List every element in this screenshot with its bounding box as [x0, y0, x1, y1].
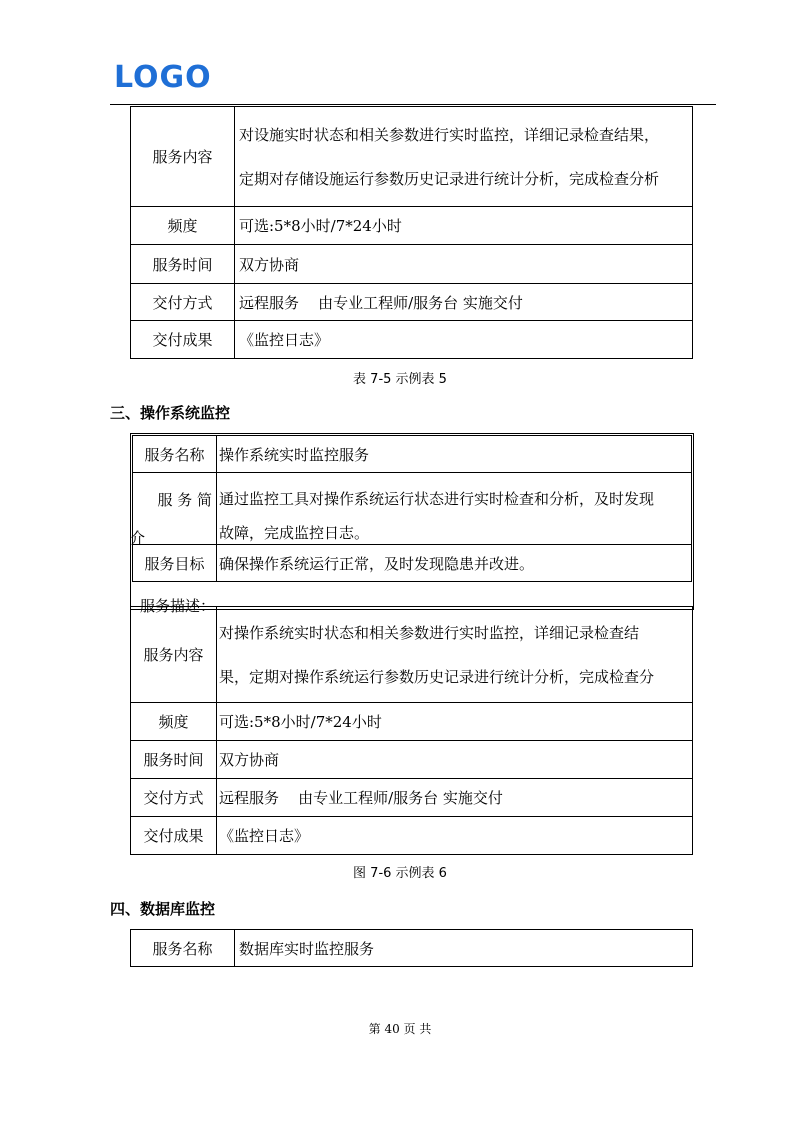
intro-key-overflow: 介: [130, 529, 146, 547]
table-row: [131, 930, 693, 967]
table-7-6: [130, 606, 693, 855]
row-value: 确保操作系统运行正常，及时发现隐患并改进。: [217, 545, 692, 582]
row-key-text: 服 务 简: [157, 491, 212, 509]
row-value: 双方协商: [235, 245, 693, 284]
table-row: [131, 607, 693, 703]
row-value-line: 对设施实时状态和相关参数进行实时监控，详细记录检查结果，: [239, 125, 660, 144]
row-value: 数据库实时监控服务: [235, 930, 693, 967]
table-row: [133, 436, 692, 473]
table-7-6-head: [132, 435, 692, 582]
table-row: [131, 107, 693, 207]
table-caption: 表 7-5 示例表 5: [353, 372, 447, 387]
row-key: 服务内容: [131, 107, 235, 207]
row-value: 《监控日志》: [235, 321, 693, 359]
row-key: 服务目标: [133, 545, 217, 582]
row-value: [217, 473, 692, 545]
row-key: 交付方式: [131, 284, 235, 321]
row-key: [133, 473, 217, 545]
table-row: [131, 207, 693, 245]
row-key: 交付方式: [131, 779, 217, 817]
table-row: [131, 284, 693, 321]
row-value-line: 通过监控工具对操作系统运行状态进行实时检查和分析，及时发现: [219, 490, 655, 508]
row-value: 可选:5*8小时/7*24小时: [235, 207, 693, 245]
row-value: 可选:5*8小时/7*24小时: [217, 703, 693, 741]
row-value-line: 定期对存储设施运行参数历史记录进行统计分析，完成检查分析: [239, 169, 660, 188]
row-value-line: 对操作系统实时状态和相关参数进行实时监控，详细记录检查结: [219, 623, 640, 642]
row-value: [217, 607, 693, 703]
row-key: 服务名称: [131, 930, 235, 967]
table-row: [131, 741, 693, 779]
table-db: [130, 929, 693, 967]
section-title: 三、操作系统监控: [110, 404, 231, 422]
row-value: 《监控日志》: [217, 817, 693, 855]
service-desc-label: 服务描述：: [140, 597, 216, 615]
page-footer: 第 40 页 共: [368, 1022, 432, 1036]
row-key: 服务内容: [131, 607, 217, 703]
table-row: [131, 817, 693, 855]
logo: LOGO: [114, 60, 212, 95]
table-row: [131, 245, 693, 284]
row-value-line: 果，定期对操作系统运行参数历史记录进行统计分析，完成检查分: [219, 667, 655, 686]
header-rule: [110, 104, 716, 105]
row-key: 服务名称: [133, 436, 217, 473]
table-caption: 图 7-6 示例表 6: [353, 866, 447, 881]
table-row: [131, 321, 693, 359]
row-key: 频度: [131, 703, 217, 741]
row-value: 操作系统实时监控服务: [217, 436, 692, 473]
row-key: 交付成果: [131, 817, 217, 855]
row-value: 远程服务 由专业工程师/服务台 实施交付: [235, 284, 693, 321]
table-row: [131, 703, 693, 741]
table-row: [131, 779, 693, 817]
row-key: 服务时间: [131, 741, 217, 779]
row-value: [235, 107, 693, 207]
row-key: 交付成果: [131, 321, 235, 359]
table-row: [133, 545, 692, 582]
row-key: 服务时间: [131, 245, 235, 284]
section-title: 四、数据库监控: [110, 900, 216, 918]
row-value: 双方协商: [217, 741, 693, 779]
row-value-line: 故障，完成监控日志。: [219, 524, 370, 542]
row-value: 远程服务 由专业工程师/服务台 实施交付: [217, 779, 693, 817]
table-7-5: [130, 106, 693, 359]
row-key: 频度: [131, 207, 235, 245]
table-row: [133, 473, 692, 545]
